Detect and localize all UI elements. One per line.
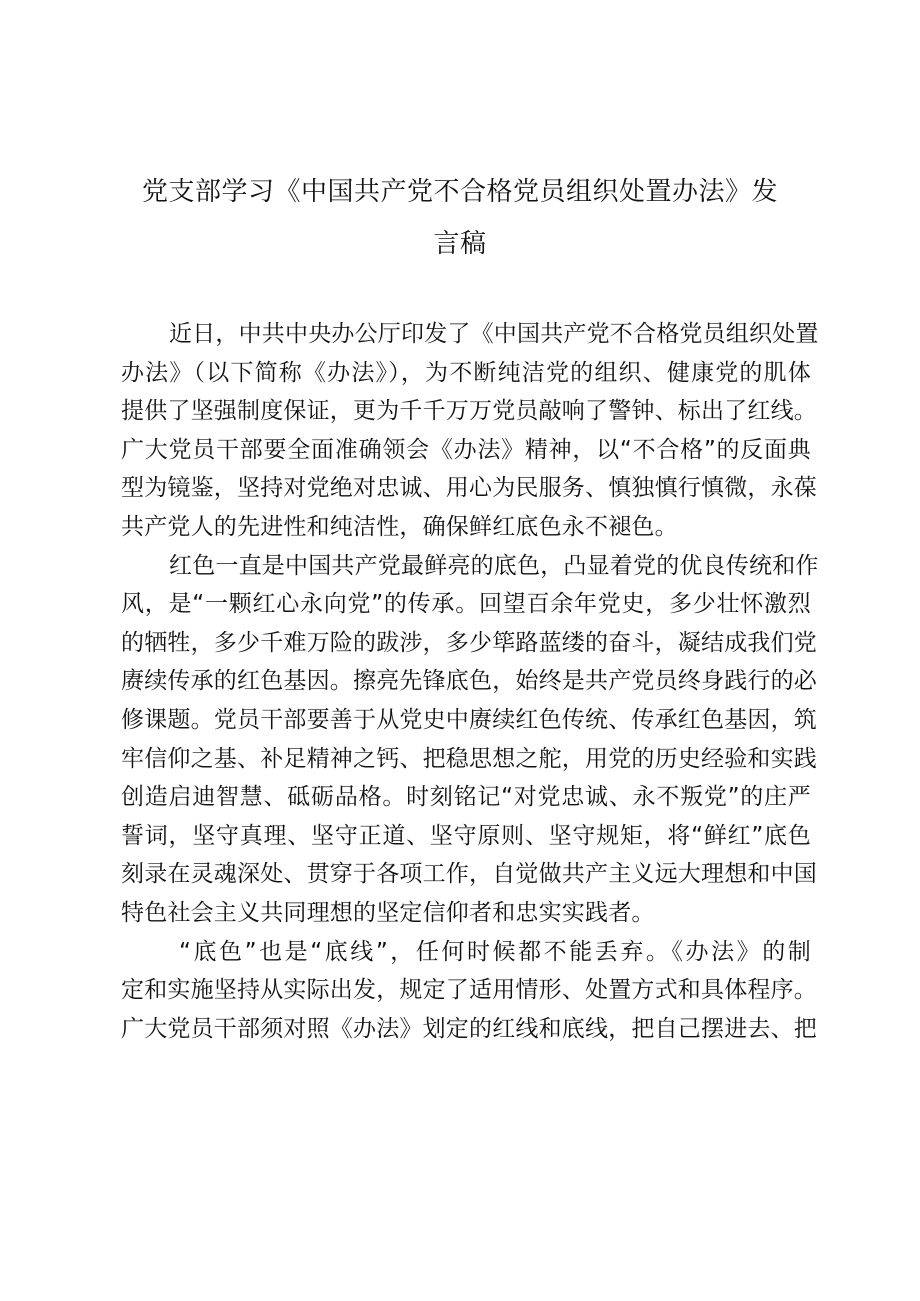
text-line: 创造启迪智慧、砥砺品格。时刻铭记“对党忠诚、永不叛党”的庄严 — [121, 784, 811, 811]
text-line: 修课题。党员干部要善于从党史中赓续红色传统、传承红色基因，筑 — [121, 706, 817, 733]
document-title — [120, 166, 800, 270]
text-line: 的牺牲，多少千难万险的跋涉，多少筚路蓝缕的奋斗，凝结成我们党 — [121, 629, 817, 656]
text-line: 定和实施坚持从实际出发，规定了适用情形、处置方式和具体程序。 — [121, 977, 817, 1004]
paragraph-1 — [121, 315, 819, 547]
text-line: 提供了坚强制度保证，更为千千万万党员敲响了警钟、标出了红线。 — [121, 398, 817, 425]
text-line: 近日，中共中央办公厅印发了《中国共产党不合格党员组织处置 — [169, 321, 819, 347]
title-line: 言稿 — [433, 229, 487, 259]
text-line: 誓词，坚守真理、坚守正道、坚守原则、坚守规矩，将“鲜红”底色 — [121, 822, 811, 849]
paragraph-3 — [121, 933, 817, 1049]
text-line: “底色”也是“底线”，任何时候都不能丢弃。《办法》的制 — [179, 938, 811, 965]
text-line: 红色一直是中国共产党最鲜亮的底色，凸显着党的优良传统和作 — [169, 552, 819, 579]
text-line: 风，是“一颗红心永向党”的传承。回望百余年党史，多少壮怀激烈 — [121, 591, 811, 618]
paragraph-2 — [121, 547, 819, 933]
text-line: 广大党员干部须对照《办法》划定的红线和底线，把自己摆进去、把 — [121, 1015, 817, 1042]
title-line: 党支部学习《中国共产党不合格党员组织处置办法》发 — [141, 177, 778, 207]
text-line: 赓续传承的红色基因。擦亮先锋底色，始终是共产党员终身践行的必 — [121, 668, 817, 695]
text-line: 广大党员干部要全面准确领会《办法》精神，以“不合格”的反面典 — [121, 436, 811, 463]
text-line: 刻录在灵魂深处、贯穿于各项工作，自觉做共产主义远大理想和中国 — [121, 861, 817, 888]
text-line: 办法》（以下简称《办法》），为不断纯洁党的组织、健康党的肌体 — [121, 359, 811, 386]
text-line: 型为镜鉴，坚持对党绝对忠诚、用心为民服务、慎独慎行慎微，永葆 — [121, 475, 817, 502]
text-line: 牢信仰之基、补足精神之钙、把稳思想之舵，用党的历史经验和实践 — [121, 745, 817, 772]
text-line: 特色社会主义共同理想的坚定信仰者和忠实实践者。 — [121, 899, 655, 926]
text-line: 共产党人的先进性和纯洁性，确保鲜红底色永不褪色。 — [121, 513, 678, 540]
document-body — [121, 315, 819, 1048]
